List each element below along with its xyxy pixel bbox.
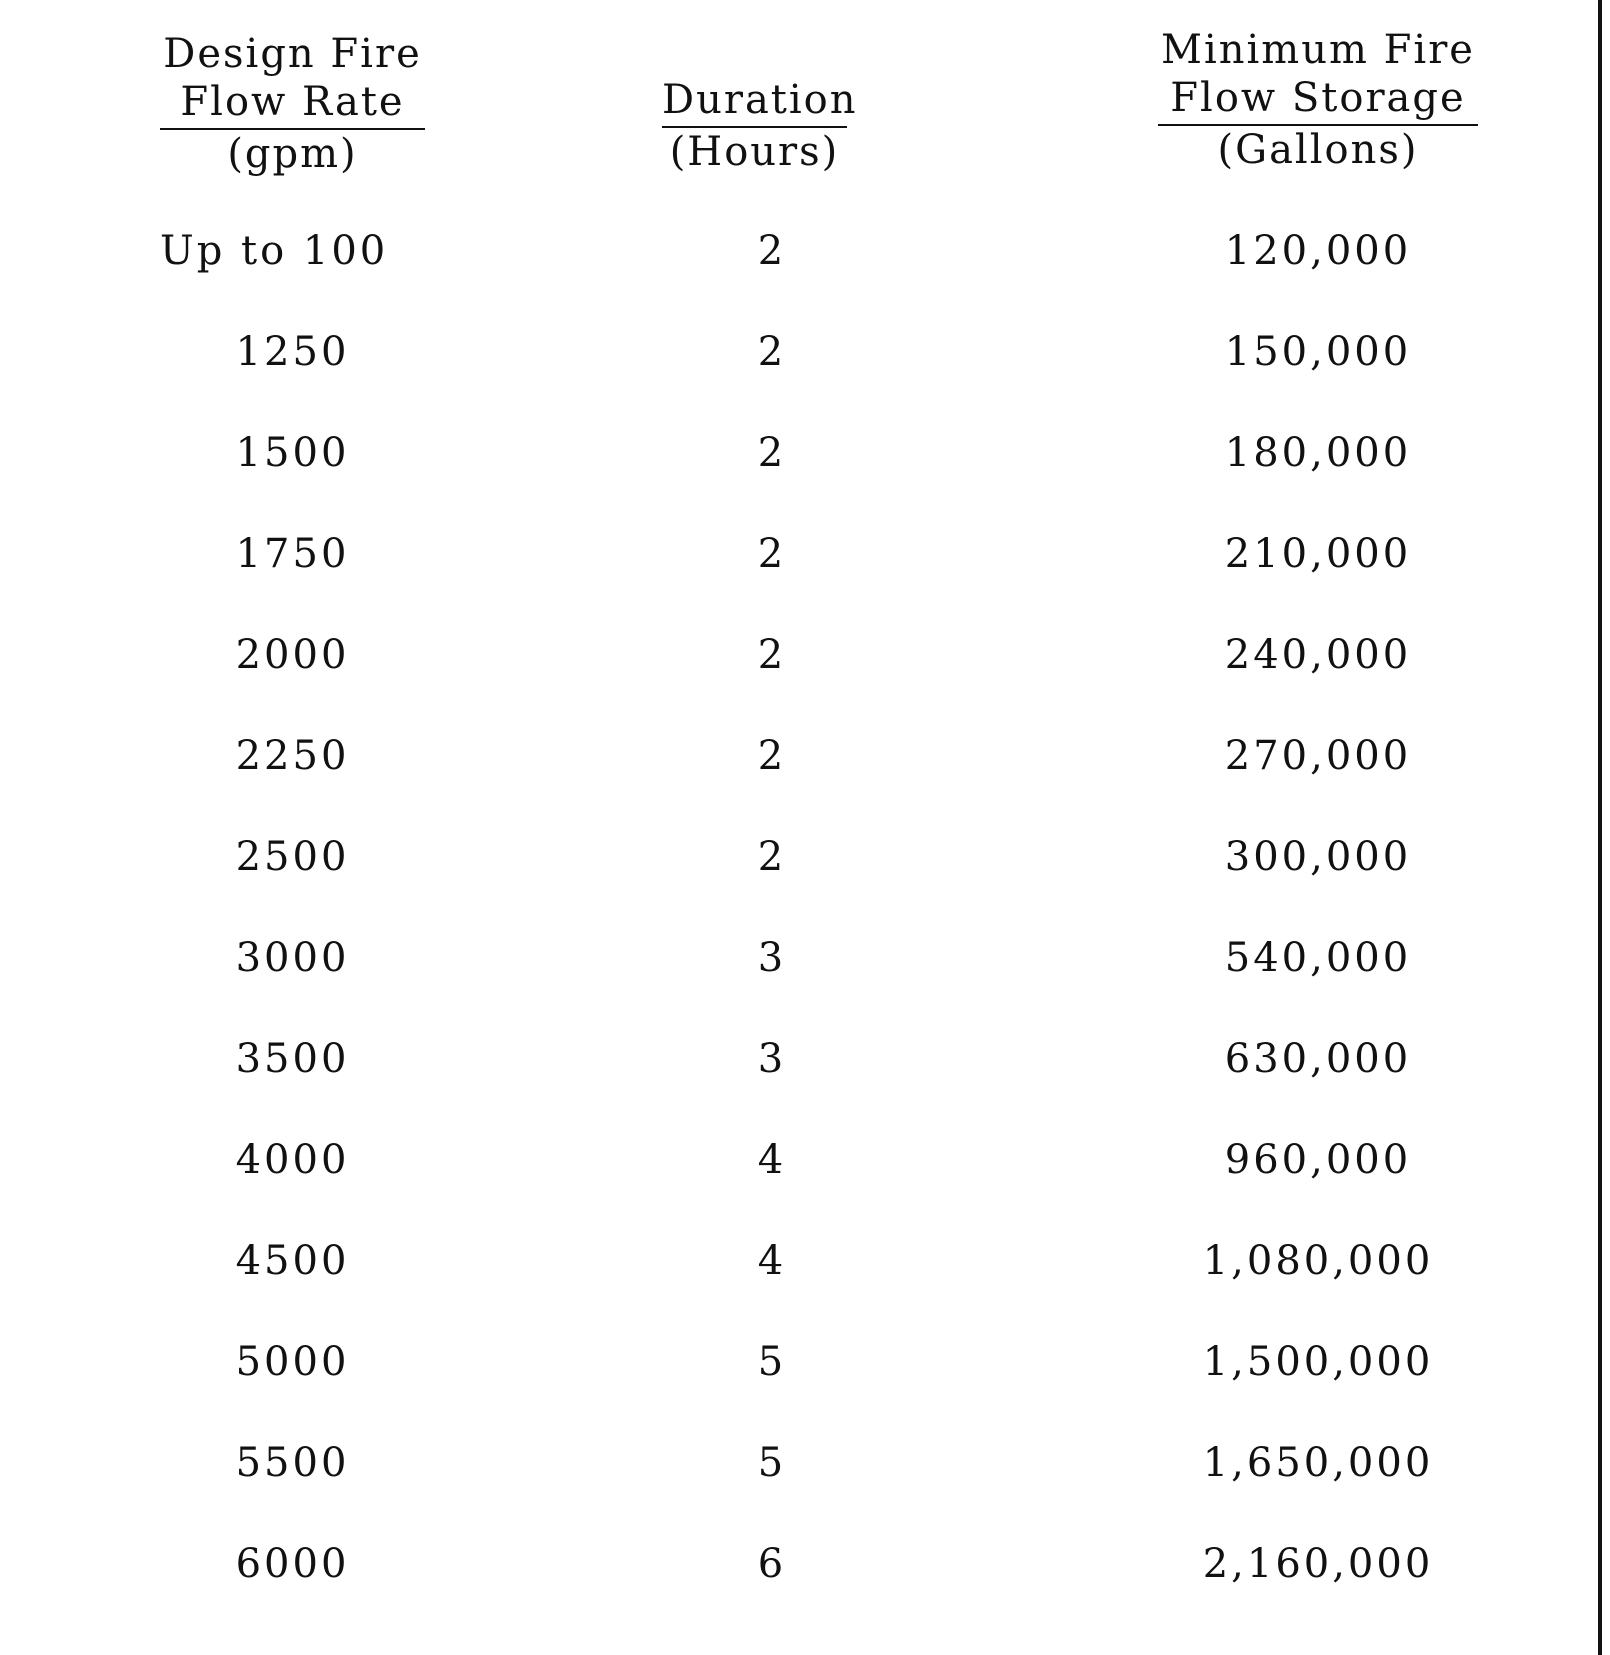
storage-cell: 240,000 [1224,632,1412,678]
duration-cell: 4 [757,1137,787,1183]
storage-cell: 630,000 [1224,1036,1412,1082]
table-row [0,705,1590,806]
duration-cell: 2 [757,531,787,577]
duration-cell: 3 [757,1036,787,1082]
table-row [0,503,1590,604]
header-col3-line2: Flow Storage [1170,75,1466,121]
flow-rate-cell: 3000 [235,935,350,981]
storage-cell: 2,160,000 [1202,1541,1434,1587]
flow-rate-cell: 5000 [235,1339,350,1385]
duration-cell: 2 [757,329,787,375]
duration-cell: 5 [757,1339,787,1385]
storage-cell: 540,000 [1224,935,1412,981]
storage-cell: 960,000 [1224,1137,1412,1183]
table-row [0,402,1590,503]
header-col2-line1: Duration [662,77,858,123]
storage-cell: 150,000 [1224,329,1412,375]
header-col1-units: (gpm) [227,131,358,177]
header-design-fire-flow-rate [160,30,425,178]
header-col3-units: (Gallons) [1217,127,1419,173]
header-col3-line1: Minimum Fire [1161,27,1475,73]
flow-rate-cell: 1750 [235,531,350,577]
flow-rate-cell: 2000 [235,632,350,678]
storage-cell: 270,000 [1224,733,1412,779]
table-row [0,604,1590,705]
table-row [0,1210,1590,1311]
table-row [0,907,1590,1008]
duration-cell: 2 [757,228,787,274]
duration-cell: 4 [757,1238,787,1284]
header-col1-line1: Design Fire [163,31,422,77]
flow-rate-cell: 1500 [235,430,350,476]
flow-rate-cell: 5500 [235,1440,350,1486]
storage-cell: 210,000 [1224,531,1412,577]
storage-cell: 120,000 [1224,228,1412,274]
flow-rate-cell: Up to 100 [160,228,389,274]
header-minimum-fire-flow-storage [1158,26,1478,174]
header-col1-line2: Flow Rate [180,79,405,125]
flow-rate-cell: 4500 [235,1238,350,1284]
duration-cell: 2 [757,430,787,476]
table-row [0,301,1590,402]
table-row [0,1311,1590,1412]
storage-cell: 300,000 [1224,834,1412,880]
duration-cell: 2 [757,733,787,779]
duration-cell: 2 [757,834,787,880]
table-body [0,200,1590,1614]
header-col2-units: (Hours) [669,129,840,175]
flow-rate-cell: 4000 [235,1137,350,1183]
storage-cell: 180,000 [1224,430,1412,476]
table-row [0,806,1590,907]
flow-rate-cell: 1250 [235,329,350,375]
table-row [0,200,1590,301]
page-right-border [1598,0,1602,1655]
storage-cell: 1,500,000 [1202,1339,1434,1385]
table-row [0,1008,1590,1109]
storage-cell: 1,080,000 [1202,1238,1434,1284]
duration-cell: 5 [757,1440,787,1486]
duration-cell: 6 [757,1541,787,1587]
storage-cell: 1,650,000 [1202,1440,1434,1486]
table-row [0,1109,1590,1210]
header-duration [662,76,858,176]
duration-cell: 3 [757,935,787,981]
table-row [0,1513,1590,1614]
table-row [0,1412,1590,1513]
flow-rate-cell: 3500 [235,1036,350,1082]
flow-rate-cell: 2500 [235,834,350,880]
duration-cell: 2 [757,632,787,678]
flow-rate-cell: 2250 [235,733,350,779]
flow-rate-cell: 6000 [235,1541,350,1587]
